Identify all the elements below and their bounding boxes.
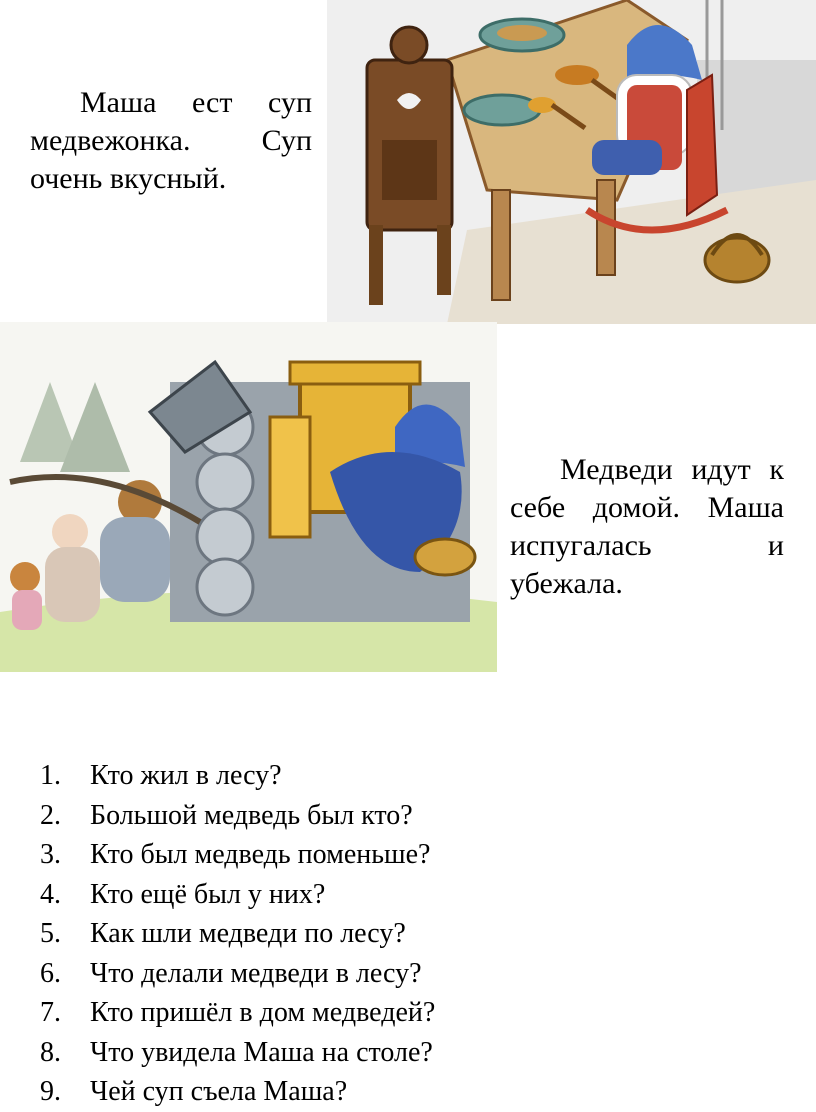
question-number: 7. [40, 997, 61, 1028]
question-number: 9. [40, 1076, 61, 1107]
question-number: 5. [40, 918, 61, 949]
question-list [30, 756, 790, 1112]
question-text: Кто ещё был у них? [90, 878, 326, 910]
question-text: Кто жил в лесу? [90, 760, 282, 791]
masha-escaping-illustration [0, 322, 497, 672]
bears-coming-home-icon [0, 322, 497, 672]
question-item [30, 993, 790, 1033]
question-text: Большой медведь был кто? [90, 799, 413, 831]
question-number: 1. [40, 760, 61, 791]
question-number: 3. [40, 839, 61, 870]
question-item [30, 875, 790, 915]
question-item [30, 954, 790, 994]
question-item [30, 1072, 790, 1112]
question-text: Что увидела Маша на столе? [90, 1036, 433, 1068]
question-item [30, 914, 790, 954]
question-number: 2. [40, 799, 61, 831]
question-item [30, 835, 790, 875]
question-number: 4. [40, 878, 61, 910]
question-number: 6. [40, 957, 61, 989]
table-scene-icon [327, 0, 816, 324]
story-paragraph-2: Медведи идут к себе домой. Маша испугалась и убежала. [510, 453, 784, 600]
question-text: Кто был медведь поменьше? [90, 839, 431, 870]
question-item [30, 756, 790, 796]
question-item [30, 1033, 790, 1073]
question-item [30, 796, 790, 836]
story-paragraph-1: Маша ест суп медвежонка. Суп очень вкусный. [30, 86, 312, 195]
question-text: Как шли медведи по лесу? [90, 918, 406, 949]
question-number: 8. [40, 1036, 61, 1068]
question-text: Чей суп съела Маша? [90, 1076, 348, 1107]
question-text: Что делали медведи в лесу? [90, 957, 422, 989]
question-text: Кто пришёл в дом медведей? [90, 997, 436, 1028]
masha-eating-illustration [327, 0, 816, 324]
